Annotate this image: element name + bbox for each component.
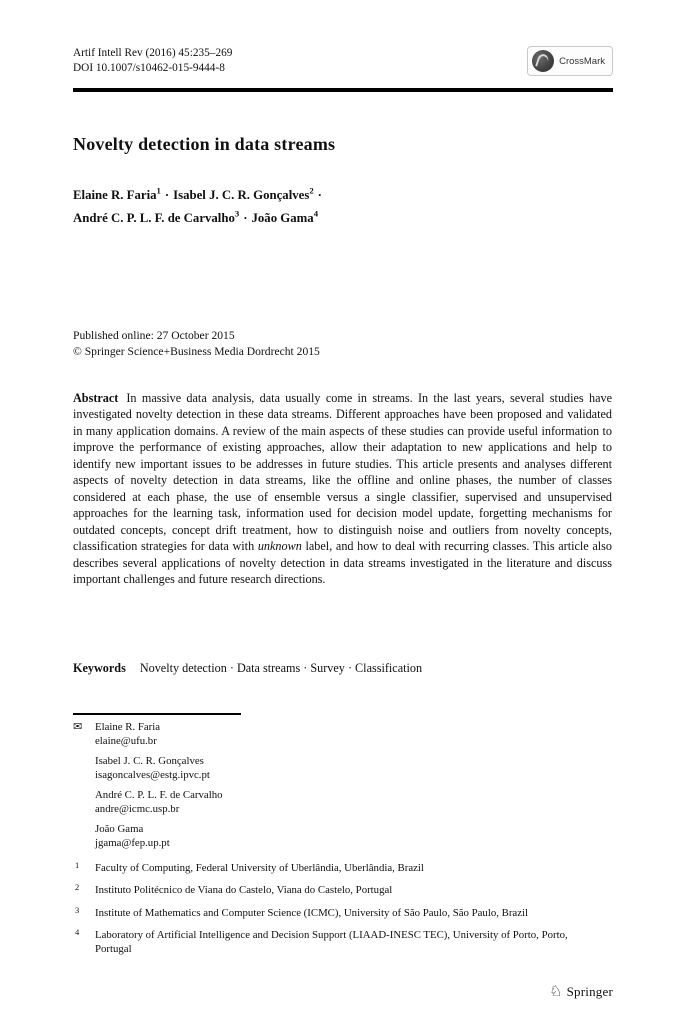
author-name: André C. P. L. F. de Carvalho$^3$: [73, 208, 240, 225]
contact-entry: [73, 789, 493, 817]
springer-horse-icon: ♘: [549, 983, 563, 1000]
affiliation-number: 4: [75, 926, 80, 937]
crossmark-badge[interactable]: [527, 46, 613, 76]
abstract: [73, 390, 612, 587]
author-name: João Gama$^4$: [251, 208, 319, 225]
contact-entry: [73, 823, 493, 851]
contact-email: isagoncalves@estg.ipvc.pt: [95, 768, 210, 781]
abstract-label: Abstract: [73, 391, 119, 405]
paper-title: Novelty detection in data streams: [73, 134, 336, 154]
author-line-2: [73, 204, 326, 226]
contact-name: Isabel J. C. R. Gonçalves: [95, 755, 204, 768]
keywords-label: Keywords: [73, 661, 126, 675]
affiliation-text: Laboratory of Artificial Intelligence and Decision Support (LIAAD-INESC TEC), University of Porto, Porto, Portugal: [95, 928, 568, 955]
published-online-line: Published online: 27 October 2015: [73, 329, 235, 342]
contact-email: elaine@ufu.br: [95, 734, 157, 747]
page-header: [73, 46, 613, 76]
author-list: [73, 182, 326, 227]
publisher-name: Springer: [566, 984, 613, 999]
corresponding-author: [73, 721, 493, 749]
affiliation-entry: [73, 862, 573, 876]
contact-footnotes: [73, 721, 493, 857]
affiliation-text: Instituto Politécnico de Viana do Castelo, Viana do Castelo, Portugal: [95, 884, 393, 897]
author-affiliation-ref: 2: [309, 186, 314, 196]
affiliation-text: Institute of Mathematics and Computer Science (ICMC), University of São Paulo, São Paulo, Brazil: [95, 906, 528, 919]
abstract-text: label, and how to deal with recurring classes. This article also describes several applications of novelty detection in data streams investigated in the literature and discuss important challenges and future research directions.: [73, 539, 612, 586]
copyright-line: © Springer Science+Business Media Dordrecht 2015: [73, 344, 320, 358]
author-separator: ·: [164, 188, 170, 203]
crossmark-label: CrossMark: [559, 55, 605, 67]
keywords-section: [73, 661, 612, 676]
affiliation-entry: [73, 884, 573, 898]
crossmark-icon: [532, 50, 554, 72]
publication-info: [73, 328, 320, 359]
contact-email: jgama@fep.up.pt: [95, 837, 170, 850]
journal-info: [73, 46, 232, 75]
contact-name: Elaine R. Faria: [95, 721, 161, 733]
author-line-1: [73, 182, 326, 204]
affiliation-entry: [73, 904, 573, 921]
author-name: Elaine R. Faria$^1$: [73, 186, 161, 203]
affiliation-number: 3: [75, 904, 80, 915]
contact-name: André C. P. L. F. de Carvalho: [95, 789, 223, 802]
publisher-logo: [549, 984, 613, 1000]
footnote-rule: [73, 713, 241, 715]
affiliation-number: 1: [75, 860, 80, 870]
affiliation-entry: [73, 926, 573, 957]
keywords-text: Novelty detection · Data streams · Survey · Classification: [139, 661, 423, 675]
header-rule: [73, 88, 613, 92]
journal-citation: Artif Intell Rev (2016) 45:235–269: [73, 47, 233, 59]
author-affiliation-ref: 3: [234, 208, 240, 219]
affiliation-text: Faculty of Computing, Federal University of Uberlândia, Uberlândia, Brazil: [95, 862, 424, 874]
contact-entry: [73, 755, 493, 783]
author-separator: ·: [317, 188, 322, 203]
envelope-icon: ✉: [73, 721, 83, 733]
author-affiliation-ref: 1: [156, 186, 161, 196]
author-affiliation-ref: 4: [313, 208, 319, 219]
contact-name: João Gama: [95, 823, 144, 836]
affiliation-footnotes: [73, 862, 573, 965]
affiliation-number: 2: [75, 882, 80, 893]
author-separator: ·: [243, 210, 248, 225]
abstract-italic-term: unknown: [257, 539, 302, 554]
contact-email: andre@icmc.usp.br: [95, 802, 180, 815]
author-name: Isabel J. C. R. Gonçalves$^2$: [173, 186, 314, 203]
doi-line: DOI 10.1007/s10462-015-9444-8: [73, 61, 225, 74]
abstract-text: In massive data analysis, data usually come in streams. In the last years, several studies have investigated novelty detection in these data streams. Different approaches have been proposed and validated in many application domains. A review of the main aspects of these studies can provide useful information to improve the performance of existing approaches, allow their adaptation to new applications and help to identify new important issues to be addresses in future studies. This article presents and analyses different aspects of novelty detection in data streams, like the offline and online phases, the number of classes considered at each phase, the use of ensemble versus a single classifier, supervised and unsupervised approaches for the learning task, information used for decision model update, forgetting mechanisms for outdated concepts, concept drift treatment, how to distinguish noise and outliers from novelty concepts, classification strategies for data with: [73, 391, 612, 554]
